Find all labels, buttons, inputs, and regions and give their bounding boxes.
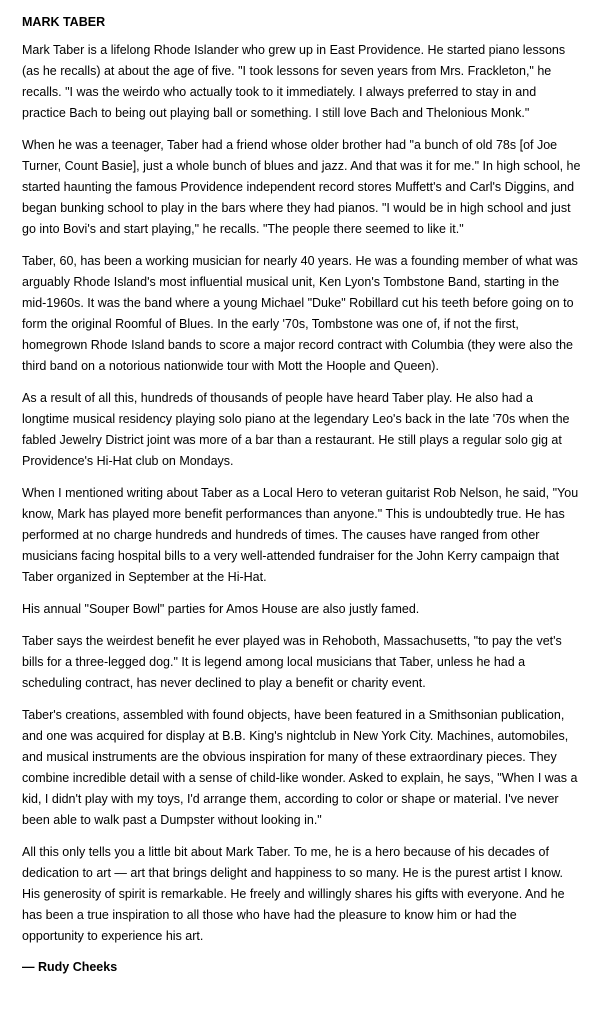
article-paragraph: As a result of all this, hundreds of thousands of people have heard Taber play. He also had a longtime musical residency playing solo piano at the legendary Leo's back in the late '70s when the fabled Jewelry District joint was more of a bar than a restaurant. He still plays a regular solo gig at Providence's Hi-Hat club on Mondays. <box>22 391 570 468</box>
article-paragraph: Taber says the weirdest benefit he ever played was in Rehoboth, Massachusetts, "to pay the vet's bills for a three-legged dog." It is legend among local musicians that Taber, unless he had a scheduling contract, has never declined to play a benefit or charity event. <box>22 634 562 690</box>
article-paragraph: When I mentioned writing about Taber as a Local Hero to veteran guitarist Rob Nelson, he said, "You know, Mark has played more benefit performances than anyone." This is undoubtedly true. He has performed at no charge hundreds and hundreds of times. The causes have ranged from other musicians facing hospital bills to a very well-attended fundraiser for the John Kerry campaign that Taber organized in September at the Hi-Hat. <box>22 486 579 584</box>
article-paragraph: When he was a teenager, Taber had a friend whose older brother had "a bunch of old 78s [of Joe Turner, Count Basie], just a whole bunch of blues and jazz. And that was it for me." In high school, he started haunting the famous Providence independent record stores Muffett's and Carl's Diggins, and began bunking school to play in the bars where they had pianos. "I would be in high school and just go into Bovi's and start playing," he recalls. "The people there seemed to like it." <box>22 138 581 236</box>
article-paragraph: Taber, 60, has been a working musician for nearly 40 years. He was a founding member of what was arguably Rhode Island's most influential musical unit, Ken Lyon's Tombstone Band, starting in the mid-1960s. It was the band where a young Michael "Duke" Robillard cut his teeth before going on to form the original Roomful of Blues. In the early '70s, Tombstone was one of, if not the first, homegrown Rhode Island bands to score a major record contract with Columbia (they were also the third band on a notorious nationwide tour with Mott the Hoople and Queen). <box>22 254 578 373</box>
article-paragraph: Taber's creations, assembled with found objects, have been featured in a Smithsonian publication, and one was acquired for display at B.B. King's nightclub in New York City. Machines, automobiles, and musical instruments are the obvious inspiration for many of these extraordinary pieces. They combine incredible detail with a sense of child-like wonder. Asked to explain, he says, "When I was a kid, I didn't play with my toys, I'd arrange them, according to color or shape or material. I've never been able to walk past a Dumpster without looking in." <box>22 708 578 827</box>
article-paragraph: His annual "Souper Bowl" parties for Amos House are also justly famed. <box>22 602 420 616</box>
article-title: MARK TABER <box>22 15 106 29</box>
article-byline: — Rudy Cheeks <box>22 960 118 974</box>
article-paragraph: Mark Taber is a lifelong Rhode Islander who grew up in East Providence. He started piano lessons (as he recalls) at about the age of five. "I took lessons for seven years from Mrs. Frackleton," he recalls. "I was the weirdo who actually took to it immediately. I always preferred to stay in and practice Bach to being out playing ball or something. I still love Bach and Thelonious Monk." <box>22 43 566 120</box>
article-paragraph: All this only tells you a little bit about Mark Taber. To me, he is a hero because of his decades of dedication to art — art that brings delight and happiness to so many. He is the purest artist I know. His generosity of spirit is remarkable. He freely and willingly shares his gifts with everyone. And he has been a true inspiration to all those who have had the pleasure to know him or had the opportunity to experience his art. <box>22 845 565 943</box>
